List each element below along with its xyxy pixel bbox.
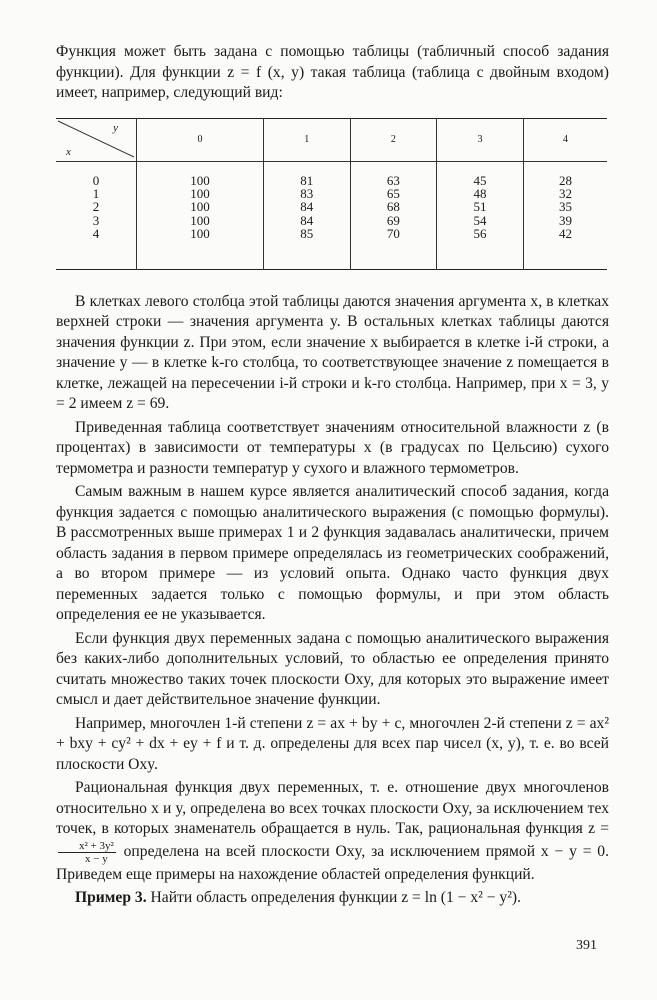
intro-paragraph: Функция может быть задана с помощью таблицы (табличный способ задания функции). Для функции z = f (x, y) такая таблица (таблица с двойным входом) имеет, например, следующий вид: [56, 43, 609, 101]
table-cell: 39 [558, 212, 572, 228]
corner-x-label: x [66, 145, 71, 158]
paragraph-table-explanation: В клетках левого столбца этой таблицы даются значения аргумента x, в клетках верхней строки — значения аргумента y. В остальных клетках таблицы даются значения функции z. При этом, если значение x выбирается в клетке i-й строки, а значение y — в клетке k-го столбца, то соответствующее значение z помещается в клетке, лежащей на пересечении i-й строки и k-го столбца. Например, при x = 3, y = 2 имеем z = 69. [56, 292, 609, 413]
corner-y-label: y [113, 121, 118, 134]
page-body [56, 42, 609, 909]
table-cell: 100 [190, 185, 210, 201]
table-cell: 42 [558, 226, 572, 242]
table-cell: 100 [190, 212, 210, 228]
paragraph-polynomials: Например, многочлен 1-й степени z = ax + by + c, многочлен 2-й степени z = ax² + bxy + cy² + dx + ey + f и т. д. определены для всех пар чисел (x, y), т. е. во всей плоскости Oxy. [56, 714, 609, 773]
header-cell: 1 [263, 118, 350, 161]
header-cell: 4 [523, 118, 607, 161]
example-text: Найти область определения функции z = ln (1 − x² − y²). [150, 889, 521, 907]
table-cell: 69 [386, 212, 400, 228]
page-number: 391 [576, 938, 597, 953]
example-label: Пример 3. [75, 889, 147, 907]
humidity-table [56, 118, 607, 270]
paragraph-domain-definition: Если функция двух переменных задана с помощью аналитического выражения без каких-либо дополнительных условий, то областью ее определения принято считать множество таких точек плоскости Oxy, для которых это выражение имеет смысл и дает действительное значение функции. [56, 629, 609, 709]
rational-text-before: Рациональная функция двух переменных, т. е. отношение двух многочленов относительно x и y, определена во всех точках плоскости Oxy, за исключением тех точек, в которых знаменатель обращается в нуль. Так, рациональная функция z = [56, 779, 609, 838]
rational-fraction [58, 840, 116, 865]
table-cell: 35 [558, 199, 572, 215]
value-column-4 [523, 161, 607, 269]
x-value: 3 [92, 212, 100, 228]
example-3 [56, 888, 609, 909]
table-cell: 51 [473, 199, 487, 215]
x-value: 0 [92, 172, 100, 188]
header-cell: 2 [350, 118, 437, 161]
table-cell: 48 [473, 185, 487, 201]
table-cell: 45 [473, 172, 487, 188]
x-value: 4 [92, 226, 100, 242]
table-corner-cell [56, 118, 137, 161]
table-cell: 100 [190, 199, 210, 215]
paragraph-analytic-method: Самым важным в нашем курсе является аналитический способ задания, когда функция задается с помощью аналитического выражения (с помощью формулы). В рассмотренных выше примерах 1 и 2 функция задавалась аналитически, причем область задания в первом примере определялась из геометрических соображений, а во втором примере — из условий опыта. Однако часто функция двух переменных задается только с помощью формулы, и при этом область определения ее не указывается. [56, 483, 609, 624]
header-cell: 0 [137, 118, 264, 161]
table-cell: 63 [386, 172, 400, 188]
table-cell: 100 [190, 172, 210, 188]
table-cell: 83 [300, 185, 314, 201]
x-value: 2 [92, 199, 100, 215]
paragraph-rational-function [56, 778, 609, 885]
table-cell: 85 [300, 226, 314, 242]
value-column-3 [437, 161, 524, 269]
fraction-denominator: x − y [85, 852, 108, 865]
rational-text-after: определена на всей плоскости Oxy, за исключением прямой x − y = 0. Приведем еще примеры на нахождение областей определения функций. [56, 842, 609, 883]
table-cell: 32 [558, 185, 572, 201]
table-cell: 54 [473, 212, 487, 228]
table-cell: 84 [300, 199, 314, 215]
table-cell: 84 [300, 212, 314, 228]
table-cell: 28 [558, 172, 572, 188]
paragraph-humidity: Приведенная таблица соответствует значениям относительной влажности z (в процентах) в зависимости от температуры x (в градусах по Цельсию) сухого термометра и разности температур y сухого и влажного термометров. [56, 418, 609, 477]
table-cell: 81 [300, 172, 314, 188]
table-cell: 100 [190, 226, 210, 242]
table-cell: 70 [386, 226, 400, 242]
fraction-numerator: x² + 3y² [58, 840, 116, 853]
table-cell: 68 [386, 199, 400, 215]
table-header-row [56, 118, 607, 161]
x-value: 1 [92, 185, 100, 201]
table-cell: 56 [473, 226, 487, 242]
table-cell: 65 [386, 185, 400, 201]
value-column-1 [263, 161, 350, 269]
x-values-column [56, 161, 137, 269]
value-column-0 [137, 161, 264, 269]
header-cell: 3 [437, 118, 524, 161]
table-body-row [56, 161, 607, 269]
value-column-2 [350, 161, 437, 269]
